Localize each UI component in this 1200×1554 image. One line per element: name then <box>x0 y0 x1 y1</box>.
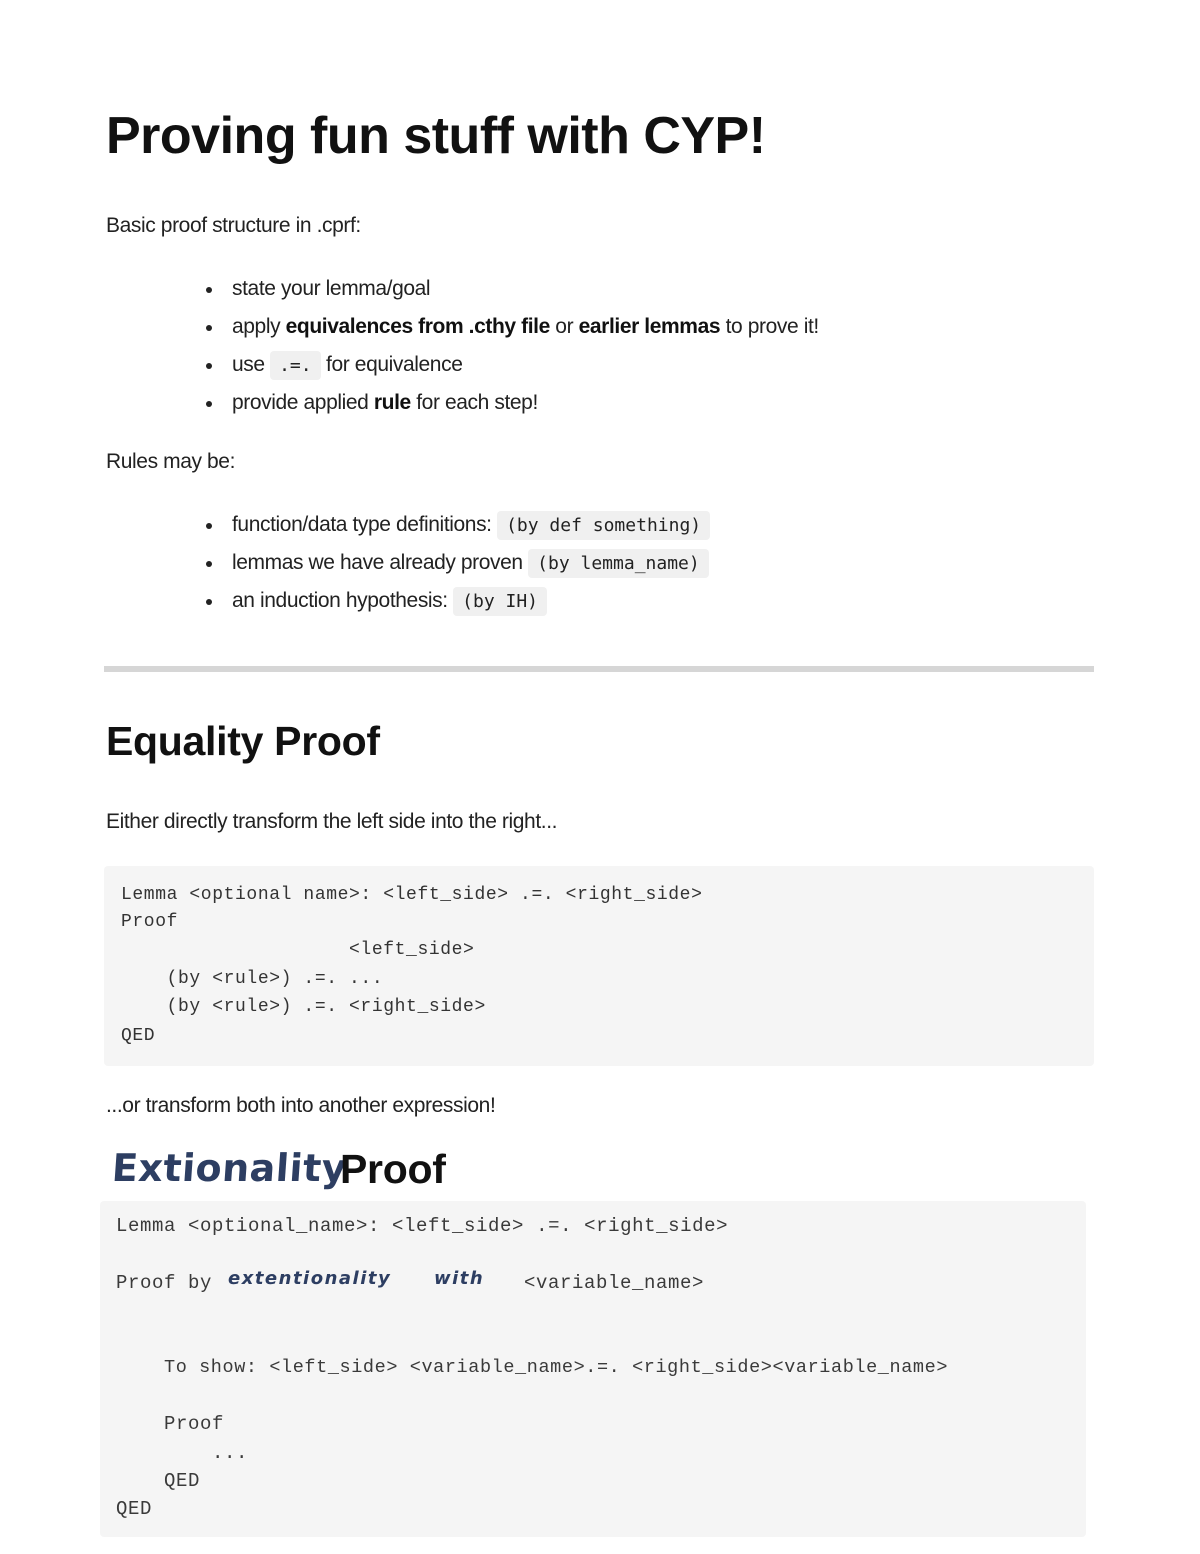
rules-list <box>206 506 710 620</box>
code-line: Lemma <optional_name>: <left_side> .=. <right_side> <box>116 1215 729 1237</box>
section-divider <box>104 666 1094 672</box>
list-item <box>206 308 819 346</box>
list-item-text: for equivalence <box>320 353 463 376</box>
inline-code: (by IH) <box>453 587 547 616</box>
code-line: To show: <left_side> <variable_name>.=. <right_side><variable_name> <box>164 1357 949 1378</box>
bold-text: rule <box>373 391 411 414</box>
code-line: Proof by <box>116 1272 213 1294</box>
handwritten-word: with <box>434 1268 485 1289</box>
list-item-text: provide applied <box>232 391 374 414</box>
code-line: (by <rule>) .=. <right_side> <box>121 997 486 1017</box>
list-item-text: state your lemma/goal <box>232 277 431 300</box>
intro-text: Basic proof structure in .cprf: <box>106 214 361 237</box>
list-item <box>206 270 819 308</box>
code-line: (by <rule>) .=. ... <box>121 969 384 989</box>
bold-text: earlier lemmas <box>578 315 721 338</box>
handwritten-heading: Extionality <box>110 1146 349 1190</box>
equality-intro: Either directly transform the left side into the right... <box>106 810 558 833</box>
list-item-text: function/data type definitions: <box>232 513 498 536</box>
code-line: ... <box>212 1442 249 1464</box>
code-line: QED <box>164 1470 201 1492</box>
extensionality-code-block <box>100 1201 1086 1537</box>
equality-heading: Equality Proof <box>106 718 380 764</box>
code-line: Proof <box>121 912 179 932</box>
inline-code: (by lemma_name) <box>528 549 709 578</box>
code-line: QED <box>116 1498 153 1520</box>
code-line: <variable_name> <box>524 1272 705 1294</box>
list-item-text: lemmas we have already proven <box>232 551 529 574</box>
list-item <box>206 544 710 582</box>
rules-intro-text: Rules may be: <box>106 450 236 473</box>
list-item-text: or <box>549 315 579 338</box>
list-item <box>206 582 710 620</box>
code-line: <left_side> <box>121 940 475 960</box>
list-item-text: an induction hypothesis: <box>232 589 454 612</box>
code-line: Proof <box>164 1413 225 1435</box>
list-item <box>206 384 819 422</box>
list-item-text: use <box>232 353 271 376</box>
list-item-text: apply <box>232 315 286 338</box>
list-item-text: to prove it! <box>720 315 819 338</box>
equality-outro: ...or transform both into another expression! <box>106 1094 496 1117</box>
bold-text: equivalences from .cthy file <box>285 315 550 338</box>
extensionality-heading: Proof <box>340 1146 446 1192</box>
page-title: Proving fun stuff with CYP! <box>106 107 766 165</box>
list-item <box>206 506 710 544</box>
handwritten-word: extentionality <box>228 1268 392 1289</box>
code-line: Lemma <optional name>: <left_side> .=. <right_side> <box>121 885 703 905</box>
basic-proof-list <box>206 270 819 422</box>
code-line: QED <box>121 1026 156 1046</box>
list-item <box>206 346 819 384</box>
inline-code: (by def something) <box>497 511 710 540</box>
inline-code: .=. <box>270 351 321 380</box>
equality-code-block <box>104 866 1094 1066</box>
list-item-text: for each step! <box>410 391 538 414</box>
